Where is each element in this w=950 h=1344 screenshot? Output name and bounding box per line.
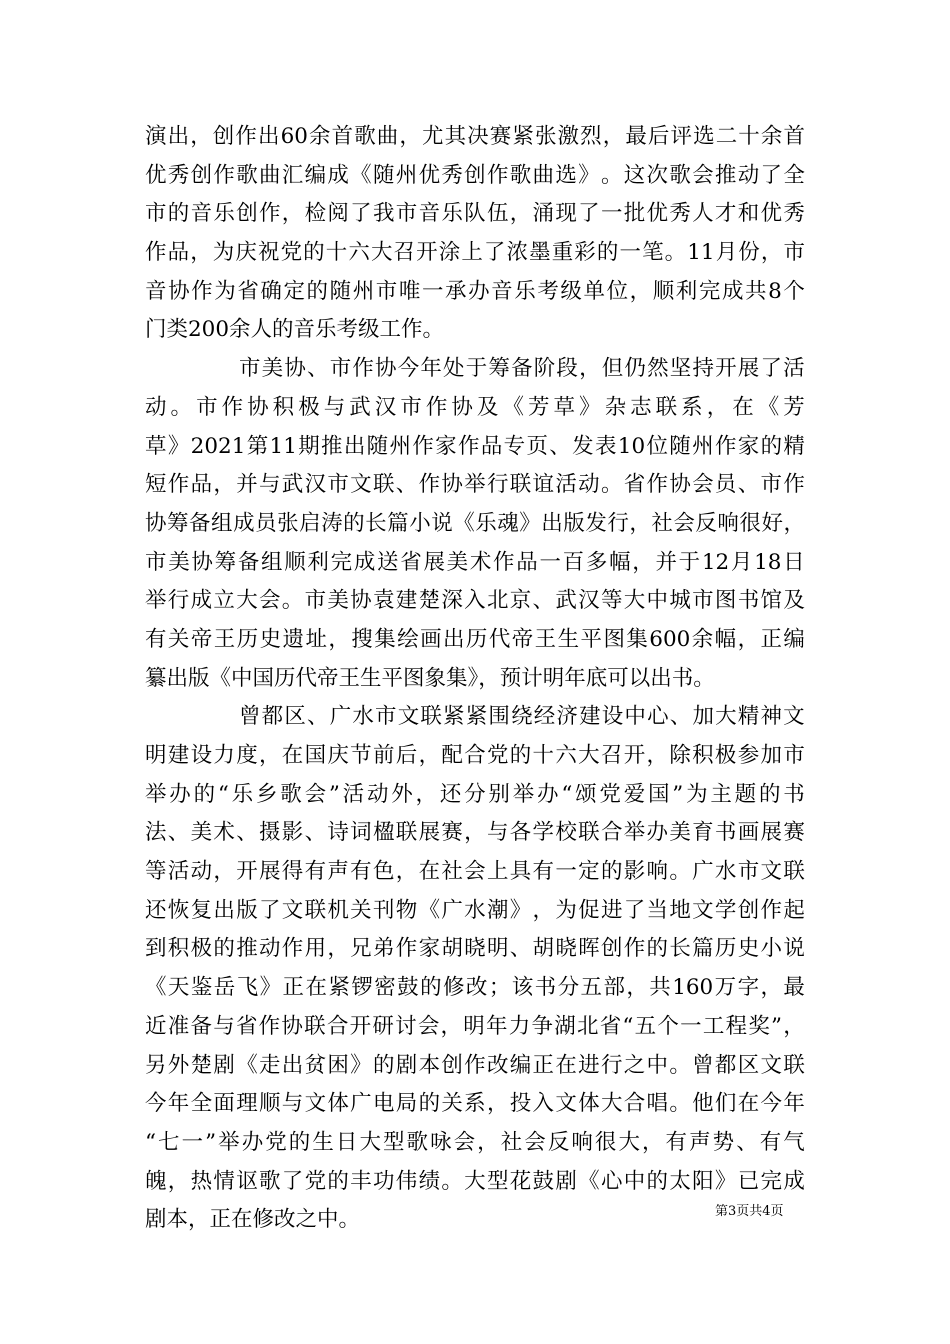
text-line: 门类200余人的音乐考级工作。	[145, 317, 445, 343]
text-line: 有 关 帝 王 历 史 遗 址 ， 搜 集 绘 画 出 历 代 帝 王 生 平 图 集 600 余 幅 ， 正 编	[145, 626, 805, 652]
text-line: 到 积 极 的 推 动 作 用 ， 兄 弟 作 家 胡 晓 明 、 胡 晓 晖 创 作 的 长 篇 历 史 小 说	[145, 936, 805, 962]
text-line: 举 行 成 立 大 会 。 市 美 协 袁 建 楚 深 入 北 京 、 武 汉 等 大 中 城 市 图 书 馆 及	[145, 588, 805, 614]
text-line: 音 协 作 为 省 确 定 的 随 州 市 唯 一 承 办 音 乐 考 级 单 位 ， 顺 利 完 成 共 8 个	[145, 278, 805, 304]
document-body	[145, 118, 805, 1240]
text-line: 演 出 ， 创 作 出 60 余 首 歌 曲 ， 尤 其 决 赛 紧 张 激 烈 ， 最 后 评 选 二 十 余 首	[145, 124, 805, 149]
text-line: 还 恢 复 出 版 了 文 联 机 关 刊 物 《 广 水 潮 》 ， 为 促 进 了 当 地 文 学 创 作 起	[145, 897, 805, 923]
text-line: 明 建 设 力 度 ， 在 国 庆 节 前 后 ， 配 合 党 的 十 六 大 召 开 ， 除 积 极 参 加 市	[145, 743, 805, 768]
text-line: 另 外 楚 剧 《 走 出 贫 困 》 的 剧 本 创 作 改 编 正 在 进 行 之 中 。 曾 都 区 文 联	[145, 1052, 805, 1078]
text-line: 剧本，正在修改之中。	[145, 1207, 361, 1233]
text-line: 市 美 协 筹 备 组 顺 利 完 成 送 省 展 美 术 作 品 一 百 多 幅 ， 并 于 12 月 18 日	[145, 549, 805, 575]
text-line: 纂出版《中国历代帝王生平图象集》，预计明年底可以出书。	[145, 665, 715, 691]
text-line: 《 天 鉴 岳 飞 》 正 在 紧 锣 密 鼓 的 修 改 ； 该 书 分 五 部 ， 共 160 万 字 ， 最	[145, 975, 805, 1001]
text-line: 举 办 的 “ 乐 乡 歌 会 ” 活 动 外 ， 还 分 别 举 办 “ 颂 党 爱 国 ” 为 主 题 的 书	[145, 781, 805, 807]
text-line: “ 七 一 ” 举 办 党 的 生 日 大 型 歌 咏 会 ， 社 会 反 响 很 大 ， 有 声 势 、 有 气	[145, 1129, 805, 1155]
page-number-footer: 第3页共4页	[715, 1204, 784, 1219]
text-line: 草 》 2021 第 11 期 推 出 随 州 作 家 作 品 专 页 、 发 表 10 位 随 州 作 家 的 精	[145, 433, 805, 459]
text-line: 作 品 ， 为 庆 祝 党 的 十 六 大 召 开 涂 上 了 浓 墨 重 彩 的 一 笔 。 11 月 份 ， 市	[145, 240, 805, 266]
text-line: 法 、 美 术 、 摄 影 、 诗 词 楹 联 展 赛 ， 与 各 学 校 联 合 举 办 美 育 书 画 展 赛	[145, 820, 805, 846]
text-line: 协 筹 备 组 成 员 张 启 涛 的 长 篇 小 说 《 乐 魂 》 出 版 发 行 ， 社 会 反 响 很 好 ，	[145, 510, 805, 536]
paragraph-first-line: 市 美 协 、 市 作 协 今 年 处 于 筹 备 阶 段 ， 但 仍 然 坚 持 开 展 了 活	[239, 356, 805, 382]
text-line: 等 活 动 ， 开 展 得 有 声 有 色 ， 在 社 会 上 具 有 一 定 的 影 响 。 广 水 市 文 联	[145, 859, 805, 885]
text-line: 今 年 全 面 理 顺 与 文 体 广 电 局 的 关 系 ， 投 入 文 体 大 合 唱 。 他 们 在 今 年	[145, 1091, 805, 1117]
text-line: 近 准 备 与 省 作 协 联 合 开 研 讨 会 ， 明 年 力 争 湖 北 省 “ 五 个 一 工 程 奖 ” ，	[145, 1013, 805, 1039]
text-line: 魄 ， 热 情 讴 歌 了 党 的 丰 功 伟 绩 。 大 型 花 鼓 剧 《 心 中 的 太 阳 》 已 完 成	[145, 1168, 805, 1194]
text-line: 市 的 音 乐 创 作 ， 检 阅 了 我 市 音 乐 队 伍 ， 涌 现 了 一 批 优 秀 人 才 和 优 秀	[145, 201, 805, 227]
text-line: 短 作 品 ， 并 与 武 汉 市 文 联 、 作 协 举 行 联 谊 活 动 。 省 作 协 会 员 、 市 作	[145, 472, 805, 498]
text-line: 优 秀 创 作 歌 曲 汇 编 成 《 随 州 优 秀 创 作 歌 曲 选 》 。 这 次 歌 会 推 动 了 全	[145, 162, 805, 188]
paragraph-first-line: 曾 都 区 、 广 水 市 文 联 紧 紧 围 绕 经 济 建 设 中 心 、 加 大 精 神 文	[239, 704, 805, 730]
text-line: 动 。 市 作 协 积 极 与 武 汉 市 作 协 及 《 芳 草 》 杂 志 联 系 ， 在 《 芳	[145, 394, 805, 420]
